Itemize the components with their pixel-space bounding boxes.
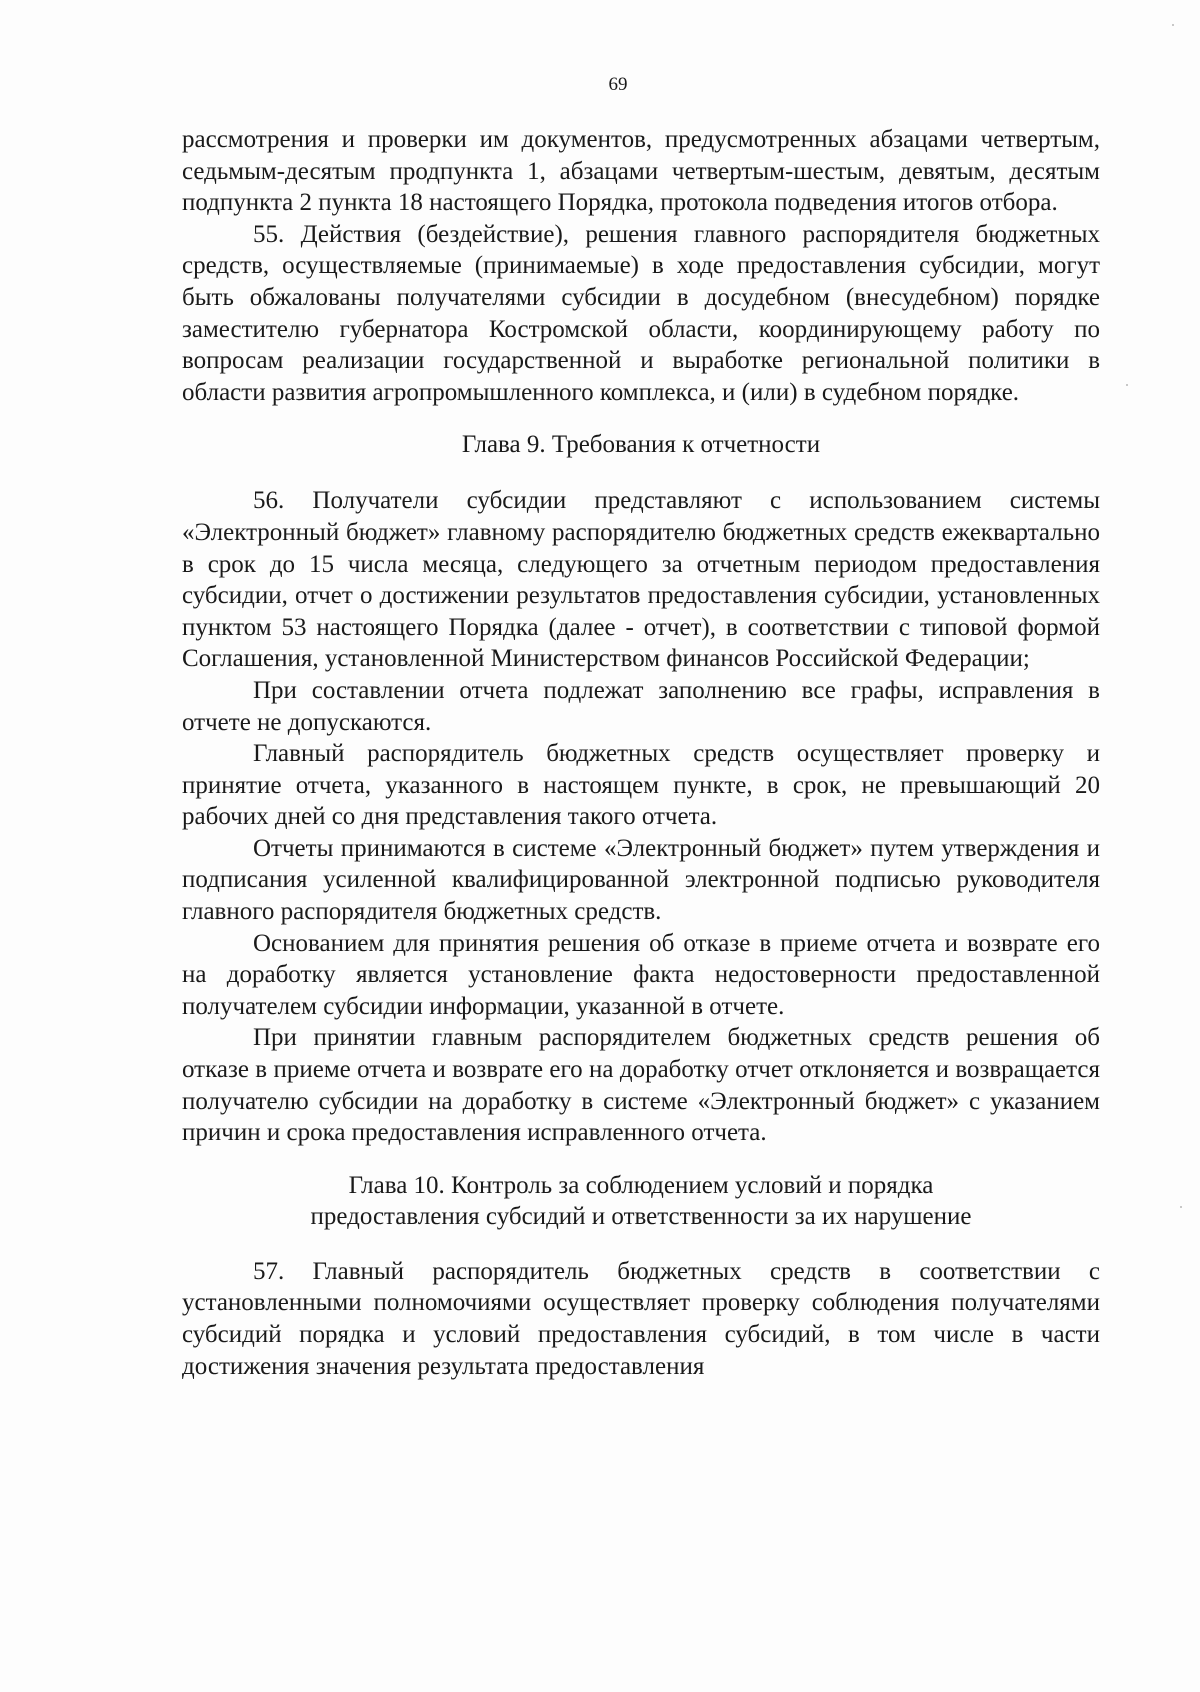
scan-speck [1180,1206,1182,1208]
paragraph-56: 56. Получатели субсидии представляют с использованием системы «Электронный бюджет» главному распорядителю бюджетных средств ежеквартально в срок до 15 числа месяца, следующего за отчетным периодом предоставления субсидии, отчет о достижении результатов предоставления субсидии, установленных пунктом 53 настоящего Порядка (далее - отчет), в соответствии с типовой формой Соглашения, установленной Министерством финансов Российской Федерации; [182,487,1100,673]
paragraph-57: 57. Главный распорядитель бюджетных средств в соответствии с установленными полномочиями осуществляет проверку соблюдения получателями субсидий порядка и условий предоставления субсидий, в том числе в части достижения значения результата предоставления [182,1257,1100,1380]
paragraph-refusal-procedure: При принятии главным распорядителем бюджетных средств решения об отказе в приеме отчета и возврате его на доработку отчет отклоняется и возвращается получателю субсидии на доработку в системе «Электронный бюджет» с указанием причин и срока предоставления исправленного отчета. [182,1024,1100,1147]
paragraph-continuation: рассмотрения и проверки им документов, предусмотренных абзацами четвертым, седьмым-десятым продпункта 1, абзацами четвертым-шестым, девятым, десятым подпункта 2 пункта 18 настоящего Порядка, протокола подведения итогов отбора. [182,126,1100,217]
paragraph-report-acceptance: Отчеты принимаются в системе «Электронный бюджет» путем утверждения и подписания усиленной квалифицированной электронной подписью руководителя главного распорядителя бюджетных средств. [182,834,1100,926]
chapter-10-heading-line-1: Глава 10. Контроль за соблюдением условий и порядка [348,1171,934,1199]
scan-speck [1126,384,1128,386]
page-number: 69 [608,74,628,95]
paragraph-report-check: Главный распорядитель бюджетных средств осуществляет проверку и принятие отчета, указанного в настоящем пункте, в срок, не превышающий 20 рабочих дней со дня представления такого отчета. [182,740,1100,831]
chapter-9-heading: Глава 9. Требования к отчетности [461,431,821,459]
document-body [182,124,1100,1382]
spacer [182,1149,1100,1170]
paragraph-55: 55. Действия (бездействие), решения главного распорядителя бюджетных средств, осуществляемые (принимаемые) в ходе предоставления субсидии, могут быть обжалованы получателями субсидии в досудебном (внесудебном) порядке заместителю губернатора Костромской области, координирующему работу по вопросам реализации государственной и выработке региональной политики в области развития агропромышленного комплекса, и (или) в судебном порядке. [182,220,1100,406]
spacer [182,461,1100,485]
chapter-10-heading-line-2: предоставления субсидий и ответственности за их нарушение [310,1202,972,1230]
spacer [182,1232,1100,1256]
paragraph-refusal-grounds: Основанием для принятия решения об отказе в приеме отчета и возврате его на доработку является установление факта недостоверности предоставленной получателем субсидии информации, указанной в отчете. [182,929,1100,1020]
spacer [182,408,1100,429]
paragraph-reporting-fields: При составлении отчета подлежат заполнению все графы, исправления в отчете не допускаются. [182,676,1100,736]
scan-speck [1172,24,1174,26]
